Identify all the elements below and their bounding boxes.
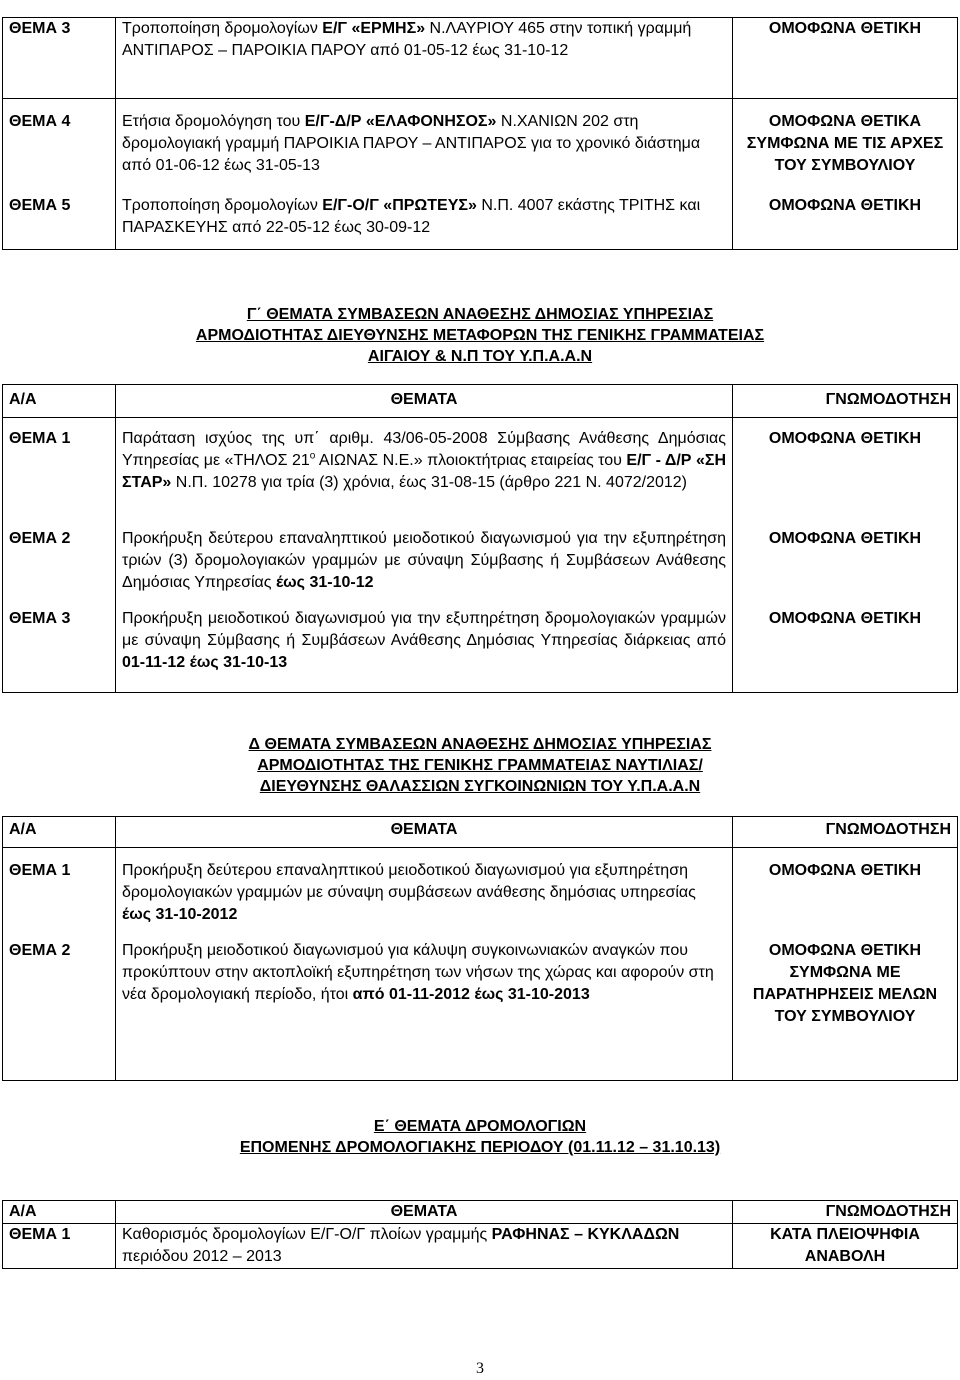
table-header-row	[3, 1201, 958, 1224]
table-b	[2, 17, 958, 250]
table-row	[3, 528, 958, 608]
row-label: ΘΕΜΑ 1	[3, 1224, 116, 1269]
table-row	[3, 940, 958, 1081]
row-text: Προκήρυξη μειοδοτικού διαγωνισμού για την εξυπηρέτηση δρομολογιακών γραμμών με σύναψη Σύμβασης ή Συμβάσεων Ανάθεσης Δημόσιας Υπηρεσίας διάρκειας από 01-11-12 έως 31-10-13	[116, 608, 733, 693]
row-opinion: ΟΜΟΦΩΝΑ ΘΕΤΙΚΗ ΣΥΜΦΩΝΑ ΜΕ ΠΑΡΑΤΗΡΗΣΕΙΣ ΜΕΛΩΝ ΤΟΥ ΣΥΜΒΟΥΛΙΟΥ	[733, 940, 958, 1081]
table-row	[3, 418, 958, 529]
table-d	[2, 816, 958, 1081]
table-row	[3, 608, 958, 693]
row-label: ΘΕΜΑ 3	[3, 18, 116, 99]
row-text: Προκήρυξη δεύτερου επαναληπτικού μειοδοτικού διαγωνισμού για εξυπηρέτηση δρομολογιακών γραμμών με σύναψη συμβάσεων ανάθεσης δημόσιας υπηρεσίας έως 31-10-2012	[116, 848, 733, 941]
row-opinion: ΟΜΟΦΩΝΑ ΘΕΤΙΚΑ ΣΥΜΦΩΝΑ ΜΕ ΤΙΣ ΑΡΧΕΣ ΤΟΥ ΣΥΜΒΟΥΛΙΟΥ	[733, 99, 958, 196]
header-topics: ΘΕΜΑΤΑ	[116, 385, 733, 418]
row-opinion: ΟΜΟΦΩΝΑ ΘΕΤΙΚΗ	[733, 418, 958, 529]
row-opinion: ΟΜΟΦΩΝΑ ΘΕΤΙΚΗ	[733, 528, 958, 608]
table-row	[3, 1224, 958, 1269]
section-c-heading: Γ΄ ΘΕΜΑΤΑ ΣΥΜΒΑΣΕΩΝ ΑΝΑΘΕΣΗΣ ΔΗΜΟΣΙΑΣ ΥΠΗΡΕΣΙΑΣ ΑΡΜΟΔΙΟΤΗΤΑΣ ΔΙΕΥΘΥΝΣΗΣ ΜΕΤΑΦΟΡΩΝ ΤΗΣ ΓΕΝΙΚΗΣ ΓΡΑΜΜΑΤΕΙΑΣ ΑΙΓΑΙΟΥ & Ν.Π ΤΟΥ Υ.Π.Α.Α.Ν	[195, 306, 765, 365]
row-text: Τροποποίηση δρομολογίων Ε/Γ «ΕΡΜΗΣ» Ν.ΛΑΥΡΙΟΥ 465 στην τοπική γραμμή ΑΝΤΙΠΑΡΟΣ – ΠΑΡΟΙΚΙΑ ΠΑΡΟΥ από 01-05-12 έως 31-10-12	[116, 18, 733, 99]
row-text: Καθορισμός δρομολογίων Ε/Γ-Ο/Γ πλοίων γραμμής ΡΑΦΗΝΑΣ – ΚΥΚΛΑΔΩΝ περιόδου 2012 – 2013	[116, 1224, 733, 1269]
header-opinion: ΓΝΩΜΟΔΟΤΗΣΗ	[733, 385, 958, 418]
row-opinion: ΟΜΟΦΩΝΑ ΘΕΤΙΚΗ	[733, 195, 958, 250]
row-text: Ετήσια δρομολόγηση του Ε/Γ-Δ/Ρ «ΕΛΑΦΟΝΗΣΟΣ» Ν.ΧΑΝΙΩΝ 202 στη δρομολογιακή γραμμή ΠΑΡΟΙΚΙΑ ΠΑΡΟΥ – ΑΝΤΙΠΑΡΟΣ για το χρονικό διάστημα από 01-06-12 έως 31-05-13	[116, 99, 733, 196]
table-header-row	[3, 385, 958, 418]
table-row	[3, 99, 958, 196]
page-number: 3	[476, 1360, 484, 1377]
row-opinion: ΟΜΟΦΩΝΑ ΘΕΤΙΚΗ	[733, 848, 958, 941]
section-e-heading: Ε΄ ΘΕΜΑΤΑ ΔΡΟΜΟΛΟΓΙΩΝ ΕΠΟΜΕΝΗΣ ΔΡΟΜΟΛΟΓΙΑΚΗΣ ΠΕΡΙΟΔΟΥ (01.11.12 – 31.10.13)	[239, 1118, 721, 1156]
header-opinion: ΓΝΩΜΟΔΟΤΗΣΗ	[733, 1201, 958, 1224]
header-opinion: ΓΝΩΜΟΔΟΤΗΣΗ	[733, 817, 958, 848]
row-text: Προκήρυξη δεύτερου επαναληπτικού μειοδοτικού διαγωνισμού για την εξυπηρέτηση τριών (3) δρομολογιακών γραμμών με σύναψη Σύμβασης ή Συμβάσεων Ανάθεσης Δημόσιας Υπηρεσίας έως 31-10-12	[116, 528, 733, 608]
row-label: ΘΕΜΑ 4	[3, 99, 116, 196]
header-aa: Α/Α	[3, 817, 116, 848]
row-opinion: ΚΑΤΑ ΠΛΕΙΟΨΗΦΙΑ ΑΝΑΒΟΛΗ	[733, 1224, 958, 1269]
row-label: ΘΕΜΑ 3	[3, 608, 116, 693]
header-topics: ΘΕΜΑΤΑ	[116, 817, 733, 848]
header-topics: ΘΕΜΑΤΑ	[116, 1201, 733, 1224]
row-text: Προκήρυξη μειοδοτικού διαγωνισμού για κάλυψη συγκοινωνιακών αναγκών που προκύπτουν στην ακτοπλοϊκή εξυπηρέτηση των νήσων της χώρας και αφορούν στη νέα δρομολογιακή περίοδο, ήτοι από 01-11-2012 έως 31-10-2013	[116, 940, 733, 1081]
row-text: Τροποποίηση δρομολογίων Ε/Γ-Ο/Γ «ΠΡΩΤΕΥΣ» Ν.Π. 4007 εκάστης ΤΡΙΤΗΣ και ΠΑΡΑΣΚΕΥΗΣ από 22-05-12 έως 30-09-12	[116, 195, 733, 250]
table-e	[2, 1200, 958, 1269]
row-opinion: ΟΜΟΦΩΝΑ ΘΕΤΙΚΗ	[733, 608, 958, 693]
row-label: ΘΕΜΑ 5	[3, 195, 116, 250]
table-row	[3, 18, 958, 99]
header-aa: Α/Α	[3, 385, 116, 418]
table-row	[3, 195, 958, 250]
row-label: ΘΕΜΑ 1	[3, 848, 116, 941]
header-aa: Α/Α	[3, 1201, 116, 1224]
row-label: ΘΕΜΑ 2	[3, 528, 116, 608]
table-c	[2, 384, 958, 693]
table-header-row	[3, 817, 958, 848]
row-text: Παράταση ισχύος της υπ΄ αριθμ. 43/06-05-2008 Σύμβασης Ανάθεσης Δημόσιας Υπηρεσίας με «ΤΗΛΟΣ $21^o$ ΑΙΩΝΑΣ Ν.Ε.» πλοιοκτήτριας εταιρείας του Ε/Γ - Δ/Ρ «ΣΗ ΣΤΑΡ» Ν.Π. 10278 για τρία (3) χρόνια, έως 31-08-15 (άρθρο 221 Ν. 4072/2012)	[116, 418, 733, 529]
section-d-heading: Δ ΘΕΜΑΤΑ ΣΥΜΒΑΣΕΩΝ ΑΝΑΘΕΣΗΣ ΔΗΜΟΣΙΑΣ ΥΠΗΡΕΣΙΑΣ ΑΡΜΟΔΙΟΤΗΤΑΣ ΤΗΣ ΓΕΝΙΚΗΣ ΓΡΑΜΜΑΤΕΙΑΣ ΝΑΥΤΙΛΙΑΣ/ ΔΙΕΥΘΥΝΣΗΣ ΘΑΛΑΣΣΙΩΝ ΣΥΓΚΟΙΝΩΝΙΩΝ ΤΟΥ Υ.Π.Α.Α.Ν	[248, 736, 712, 795]
row-label: ΘΕΜΑ 2	[3, 940, 116, 1081]
table-row	[3, 848, 958, 941]
row-label: ΘΕΜΑ 1	[3, 418, 116, 529]
row-opinion: ΟΜΟΦΩΝΑ ΘΕΤΙΚΗ	[733, 18, 958, 99]
